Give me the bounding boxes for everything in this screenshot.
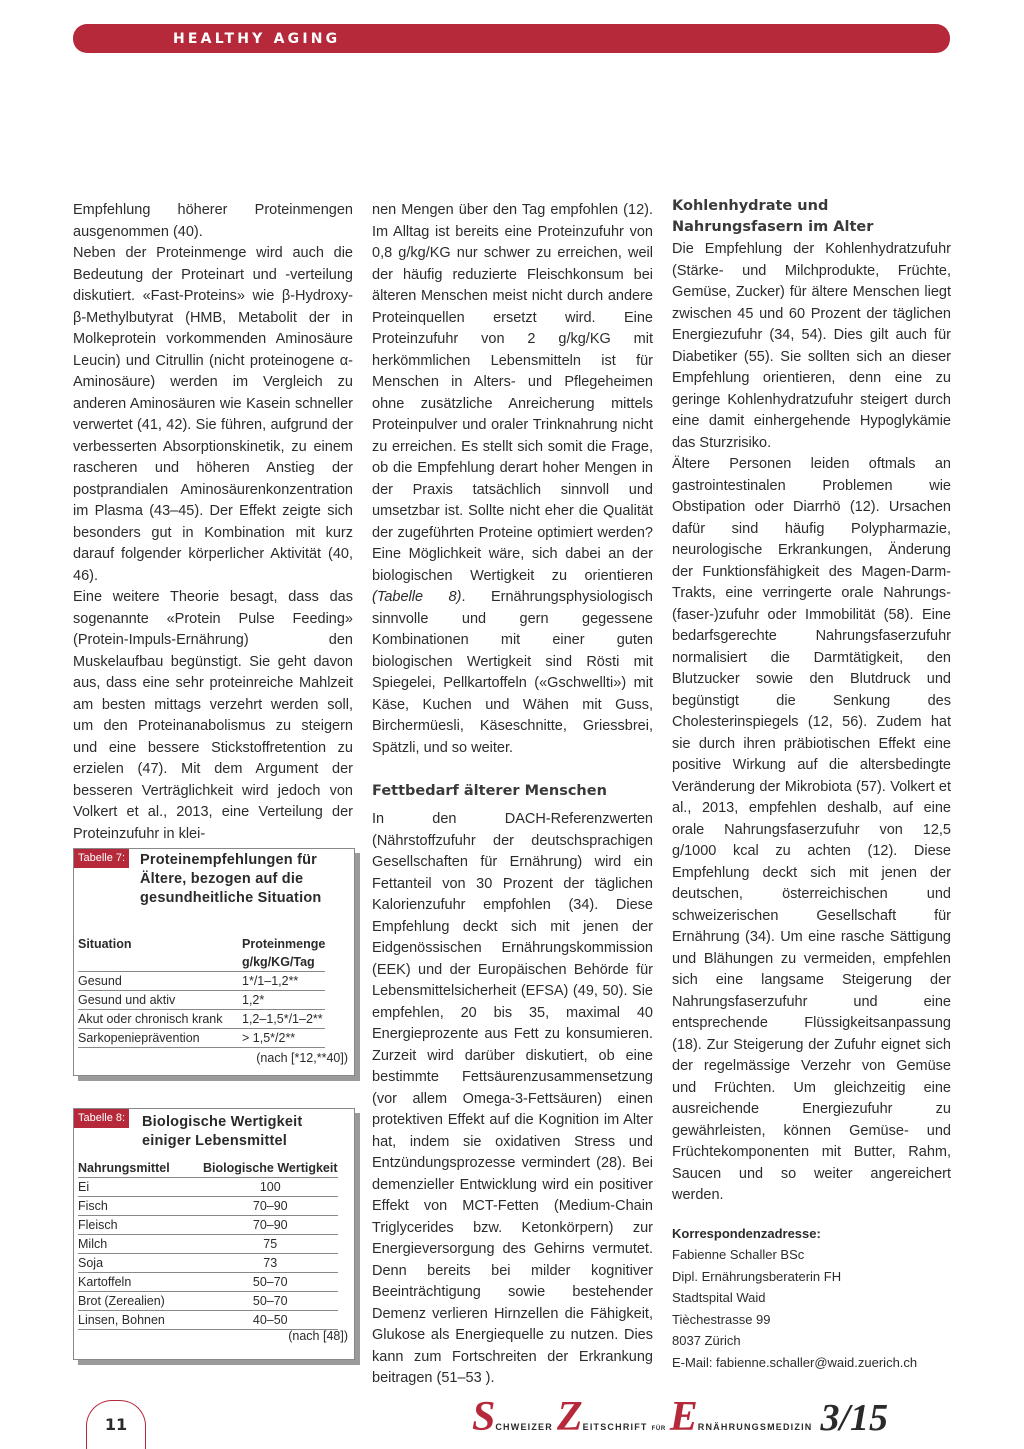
table-row	[78, 1292, 338, 1311]
table-cell: Linsen, Bohnen	[78, 1311, 203, 1330]
journal-initial: Z	[556, 1394, 583, 1440]
table-title: Biologische Wertigkeit einiger Lebensmittel	[142, 1114, 303, 1149]
table-cell: 70–90	[203, 1216, 338, 1235]
table-row	[78, 1311, 338, 1330]
table-row	[78, 1029, 325, 1048]
contact-block	[672, 1223, 951, 1374]
paragraph: Ältere Personen leiden oftmals an gastrointestinalen Problemen wie Obstipation oder Diarrhö (12). Ursachen dafür sind häufig Polypharmazie, neurologische Erkrankungen, Änderung der Funktionsfähigkeit des Magen-Darm-Trakts, eine verringerte orale Nahrungs-(faser-)zufuhr oder Immobilität (58). Eine bedarfsgerechte Nahrungsfaserzufuhr normalisiert die Darmtätigkeit, den Blutzucker sowie den Blutdruck und begünstigt die Senkung des Cholesterinspiegels (12, 56). Zudem hat sie durch ihren präbiotischen Effekt eine positive Wirkung auf die altersbedingte Veränderung der Mikrobiota (57). Volkert et al., 2013, empfehlen deshalb, auf eine orale Nahrungsfaserzufuhr von 12,5 g/1000 kcal zu achten (12). Diese Empfehlung deckt sich mit jenen der deutschen, österreichischen und schweizerischen Gesellschaft für Ernährung (34). Um eine rasche Sättigung und Blähungen zu vermeiden, empfehlen sich eine langsame Steigerung der Nahrungsfaserzufuhr und eine entsprechende Flüssigkeitsanpassung (18). Zur Steigerung der Zufuhr eignet sich der regelmässige Verzehr von Gemüse und Früchten. Um gleichzeitig eine ausreichende Energiezufuhr zu gewährleisten, können Gemüse- und Früchtekomponenten mit Butter, Rahm, Saucen und so weiter angereichert werden.	[672, 456, 951, 1203]
column-1	[73, 200, 353, 845]
table-row	[78, 1273, 338, 1292]
table-header-row	[78, 953, 325, 972]
journal-word: EITSCHRIFT	[582, 1422, 648, 1432]
table-row	[78, 1235, 338, 1254]
table-row	[78, 991, 325, 1010]
table-8-grid	[78, 1159, 338, 1330]
table-cell: 40–50	[203, 1311, 338, 1330]
table-cell: 73	[203, 1254, 338, 1273]
column-header: g/kg/KG/Tag	[242, 953, 325, 972]
table-cell: 1*/1–1,2**	[242, 972, 325, 991]
table-row	[78, 972, 325, 991]
table-cell: > 1,5*/2**	[242, 1029, 325, 1048]
table-cell: Akut oder chronisch krank	[78, 1010, 242, 1029]
table-cell: 50–70	[203, 1292, 338, 1311]
table-8	[73, 1108, 355, 1360]
column-2	[372, 200, 653, 1390]
column-header: Nahrungsmittel	[78, 1159, 203, 1178]
contact-line: Dipl. Ernährungsberaterin FH	[672, 1268, 842, 1284]
table-cell: 1,2*	[242, 991, 325, 1010]
issue-number: 3/15	[820, 1397, 889, 1439]
contact-line: Fabienne Schaller BSc	[672, 1247, 805, 1262]
table-row	[78, 1178, 338, 1197]
paragraph: Empfehlung höherer Proteinmengen ausgenommen (40).	[73, 202, 353, 240]
section-title: HEALTHY AGING	[173, 31, 341, 47]
table-cell: 75	[203, 1235, 338, 1254]
table-7-grid	[78, 935, 325, 1048]
table-row	[78, 1197, 338, 1216]
table-cell: 70–90	[203, 1197, 338, 1216]
table-cell: Kartoffeln	[78, 1273, 203, 1292]
paragraph: In den DACH-Referenzwerten (Nährstoffzufuhr der deutschsprachigen Gesellschaften für Ernährung) wird ein Fettanteil von 30 Prozent der täglichen Kalorienzufuhr empfohlen (34). Diese Empfehlung deckt sich mit jenen der Eidgenössischen Ernährungskommission (EEK) und der Europäischen Behörde für Lebensmittelsicherheit (EFSA) (49, 50). Sie empfehlen, 20 bis 35, maximal 40 Energieprozente aus Fett zu konsumieren. Zurzeit wird darüber diskutiert, ob eine bestimmte Fettsäurenzusammensetzung (vor allem Omega-3-Fettsäuren) einen protektiven Effekt auf die Kognition im Alter hat, indem sie oxidativen Stress und Entzündungsprozesse vermindert (28). Bei demenzieller Entwicklung wird ein positiver Effekt von MCT-Fetten (Medium-Chain Triglycerides bzw. Ketonkörpern) zur Energieversorgung des Gehirns vermutet. Denn bereits bei milder kognitiver Beeinträchtigung sowie bestehender Demenz verlieren Hirnzellen die Fähigkeit, Glukose als Energiequelle zu nutzen. Dies kann zum Fortschreiten der Erkrankung beitragen (51–53 ).	[372, 811, 653, 1386]
contact-line: 8037 Zürich	[672, 1333, 741, 1348]
column-3	[672, 196, 951, 1373]
table-cell: Fisch	[78, 1197, 203, 1216]
table-cell: Gesund	[78, 972, 242, 991]
section-heading: Fettbedarf älterer Menschen	[372, 783, 607, 799]
contact-line: Tièchestrasse 99	[672, 1311, 771, 1327]
table-header-row	[78, 1159, 338, 1178]
paragraph: Die Empfehlung der Kohlenhydratzufuhr (Stärke- und Milchprodukte, Früchte, Gemüse, Zucker) für ältere Menschen liegt zwischen 45 und 60 Prozent der täglichen Energiezufuhr (34, 54). Dies gilt auch für Diabetiker (55). Sie sollten sich an dieser Empfehlung orientieren, denn eine zu geringe Kohlenhydratzufuhr steigert durch eine damit einhergehende Hypoglykämie das Sturzrisiko.	[672, 241, 951, 451]
table-source: (nach [*12,**40])	[256, 1051, 348, 1065]
table-reference: (Tabelle 8)	[372, 589, 462, 605]
table-row	[78, 1254, 338, 1273]
journal-initial: E	[669, 1394, 698, 1440]
table-header-row	[78, 935, 325, 953]
table-cell: 1,2–1,5*/1–2**	[242, 1010, 325, 1029]
paragraph	[372, 200, 653, 759]
journal-word: RNÄHRUNGSMEDIZIN	[697, 1422, 813, 1432]
column-header: Biologische Wertigkeit	[203, 1159, 338, 1178]
section-heading: Kohlenhydrate und Nahrungsfasern im Alter	[672, 198, 874, 235]
table-cell: Gesund und aktiv	[78, 991, 242, 1010]
paragraph: Neben der Proteinmenge wird auch die Bedeutung der Proteinart und -verteilung diskutiert. «Fast-Proteins» wie β-Hydroxy-β-Methylbutyrat (HMB, Metabolit der in Molkeprotein vorkommenden Aminosäure Leucin) und Citrullin (nicht proteinogene α-Aminosäure) werden im Vergleich zu anderen Aminosäuren wie Kasein schneller verwertet (41, 42). Sie führen, aufgrund der verbesserten Absorptionskinetik, zu einem rascheren und höheren Anstieg der postprandialen Aminosäurenkonzentration im Plasma (43–45). Der Effekt zeigte sich besonders gut in Kombination mit kurz darauf folgender körperlicher Aktivität (40, 46).	[73, 245, 353, 584]
contact-email: E-Mail: fabienne.schaller@waid.zuerich.ch	[672, 1354, 918, 1370]
journal-word: CHWEIZER	[495, 1422, 553, 1432]
table-cell: Fleisch	[78, 1216, 203, 1235]
table-row	[78, 1010, 325, 1029]
column-header: Situation	[78, 937, 132, 951]
page-number-badge	[86, 1400, 146, 1449]
column-header: Proteinmenge	[242, 937, 326, 951]
table-cell: Milch	[78, 1235, 203, 1254]
table-source: (nach [48])	[288, 1329, 348, 1343]
paragraph-text: nen Mengen über den Tag empfohlen (12). Im Alltag ist bereits eine Proteinzufuhr von 0,8 g/kg/KG nur schwer zu erreichen, weil der häufig reduzierte Fleischkonsum bei älteren Menschen meist nicht durch andere Proteinquellen ersetzt wird. Eine Proteinzufuhr von 2 g/kg/KG mit herkömmlichen Lebensmitteln ist für Menschen in Alters- und Pflegeheimen ohne zusätzliche Anreicherung mittels Proteinpulver und oraler Trinknahrung nicht zu erreichen. Es stellt sich somit die Frage, ob die Empfehlung derart hoher Mengen in der Praxis tatsächlich sinnvoll und umsetzbar ist. Sollte nicht eher die Qualität der zugeführten Proteine optimiert werden? Eine Möglichkeit wäre, sich dabei an der biologischen Wertigkeit zu orientieren	[372, 202, 653, 584]
table-cell: Soja	[78, 1254, 203, 1273]
journal-initial: S	[472, 1394, 496, 1440]
table-cell: 100	[203, 1178, 338, 1197]
table-7	[73, 848, 355, 1076]
table-title: Proteinempfehlungen für Ältere, bezogen auf die gesundheitliche Situation	[140, 852, 322, 906]
paragraph: Eine weitere Theorie besagt, dass das sogenannte «Protein Pulse Feeding» (Protein-Impuls-Ernährung) den Muskelaufbau begünstigt. Sie geht davon aus, dass eine sehr proteinreiche Mahlzeit am besten mittags verzehrt werden soll, um den Proteinanabolismus zu steigern und eine bessere Stickstoffretention zu erzielen (47). Mit dem Argument der besseren Verträglichkeit wird jedoch von Volkert et al., 2013, eine Verteilung der Proteinzufuhr in klei-	[73, 589, 353, 842]
contact-heading: Korrespondenzadresse:	[672, 1225, 821, 1241]
table-cell: Brot (Zerealien)	[78, 1292, 203, 1311]
journal-logo	[472, 1393, 888, 1443]
table-cell: 50–70	[203, 1273, 338, 1292]
table-label: Tabelle 7:	[74, 849, 129, 868]
page-number: 11	[104, 1415, 128, 1434]
journal-word: FÜR	[651, 1426, 666, 1432]
table-label: Tabelle 8:	[74, 1109, 129, 1128]
contact-line: Stadtspital Waid	[672, 1290, 766, 1305]
paragraph-text: . Ernährungsphysiologisch sinnvolle und gern gegessene Kombinationen mit einer guten biologischen Wertigkeit sind Rösti mit Spiegelei, Pellkartoffeln («Gschwellti») mit Käse, Kuchen und Wähen mit Guss, Birchermüesli, Käseschnitte, Griessbrei, Spätzli, und so weiter.	[372, 589, 653, 756]
table-cell: Ei	[78, 1178, 203, 1197]
table-cell: Sarkopenieprävention	[78, 1029, 242, 1048]
table-row	[78, 1216, 338, 1235]
header-bar	[73, 24, 950, 53]
